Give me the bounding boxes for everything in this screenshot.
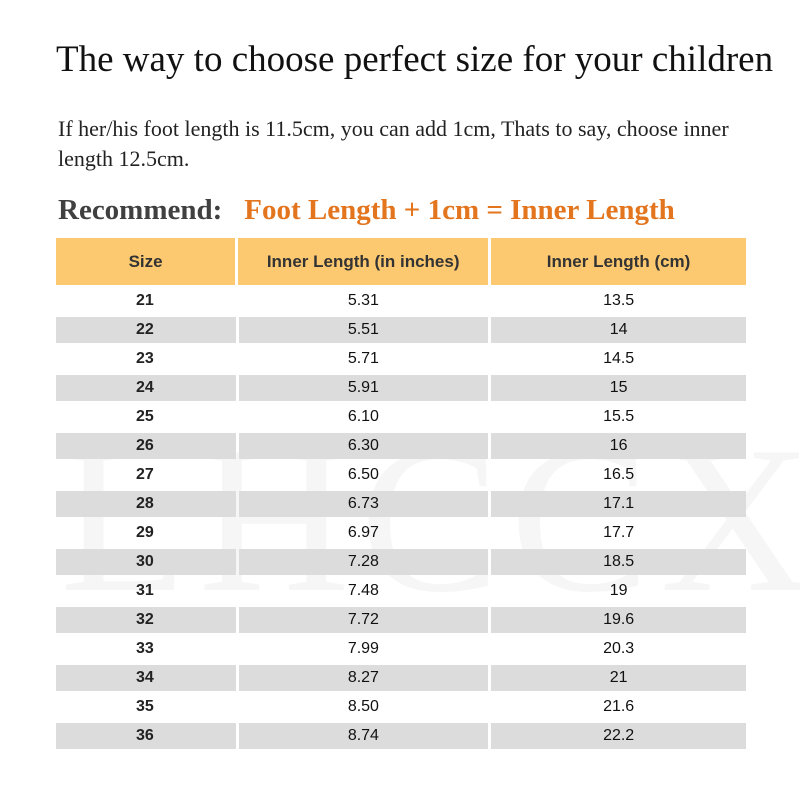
table-row (56, 578, 746, 604)
inches-cell: 8.27 (239, 665, 489, 691)
size-cell: 23 (136, 350, 154, 367)
table-row (56, 491, 746, 517)
cm-cell: 17.1 (491, 491, 746, 517)
size-cell: 27 (136, 466, 154, 483)
cm-cell: 16 (491, 433, 746, 459)
inches-cell: 8.74 (239, 723, 489, 749)
inches-cell: 7.28 (239, 549, 489, 575)
size-cell: 32 (56, 607, 236, 633)
size-cell: 22 (56, 317, 236, 343)
cm-cell: 17.7 (603, 524, 635, 541)
table-row (56, 404, 746, 430)
cm-cell: 16.5 (603, 466, 635, 483)
header-size: Size (56, 238, 235, 285)
table-row (56, 694, 746, 720)
table-row (56, 520, 746, 546)
inches-cell: 5.71 (347, 350, 379, 367)
size-cell: 26 (56, 433, 236, 459)
cm-cell: 21 (491, 665, 746, 691)
cm-cell: 14.5 (603, 350, 635, 367)
size-cell: 35 (136, 698, 154, 715)
table-row (56, 665, 746, 691)
page-title: The way to choose perfect size for your children (56, 39, 774, 80)
header-inner-length-cm: Inner Length (cm) (491, 238, 746, 285)
size-cell: 25 (136, 408, 154, 425)
cm-cell: 13.5 (603, 292, 635, 309)
inches-cell: 7.72 (239, 607, 489, 633)
size-cell: 21 (136, 292, 154, 309)
inches-cell: 6.73 (239, 491, 489, 517)
table-row (56, 607, 746, 633)
size-cell: 24 (56, 375, 236, 401)
cm-cell: 19.6 (491, 607, 746, 633)
cm-cell: 15.5 (603, 408, 635, 425)
size-cell: 28 (56, 491, 236, 517)
size-cell: 33 (136, 640, 154, 657)
inches-cell: 7.99 (347, 640, 379, 657)
table-row (56, 549, 746, 575)
table-row (56, 433, 746, 459)
table-row (56, 317, 746, 343)
inches-cell: 8.50 (347, 698, 379, 715)
table-row (56, 346, 746, 372)
recommend-line (58, 194, 675, 227)
cm-cell: 20.3 (603, 640, 635, 657)
recommend-formula: Foot Length + 1cm = Inner Length (244, 194, 675, 226)
inches-cell: 5.31 (347, 292, 379, 309)
inches-cell: 5.51 (239, 317, 489, 343)
table-row (56, 636, 746, 662)
size-cell: 36 (56, 723, 236, 749)
cm-cell: 14 (491, 317, 746, 343)
inches-cell: 6.30 (239, 433, 489, 459)
size-cell: 30 (56, 549, 236, 575)
size-cell: 31 (136, 582, 154, 599)
cm-cell: 22.2 (491, 723, 746, 749)
inches-cell: 5.91 (239, 375, 489, 401)
size-cell: 29 (136, 524, 154, 541)
cm-cell: 15 (491, 375, 746, 401)
recommend-label: Recommend: (58, 194, 223, 226)
table-row (56, 288, 746, 314)
table-row (56, 723, 746, 749)
inches-cell: 6.10 (347, 408, 379, 425)
inches-cell: 6.50 (347, 466, 379, 483)
table-row (56, 375, 746, 401)
inches-cell: 7.48 (347, 582, 379, 599)
table-row (56, 462, 746, 488)
table-body (56, 288, 746, 749)
cm-cell: 19 (609, 582, 628, 599)
cm-cell: 18.5 (491, 549, 746, 575)
header-inner-length-inches: Inner Length (in inches) (238, 238, 488, 285)
table-header-row (56, 238, 746, 285)
size-table (56, 238, 746, 752)
inches-cell: 6.97 (347, 524, 379, 541)
size-cell: 34 (56, 665, 236, 691)
cm-cell: 21.6 (603, 698, 635, 715)
description-text: If her/his foot length is 11.5cm, you can add 1cm, Thats to say, choose inner length 12.5cm. (58, 116, 729, 171)
